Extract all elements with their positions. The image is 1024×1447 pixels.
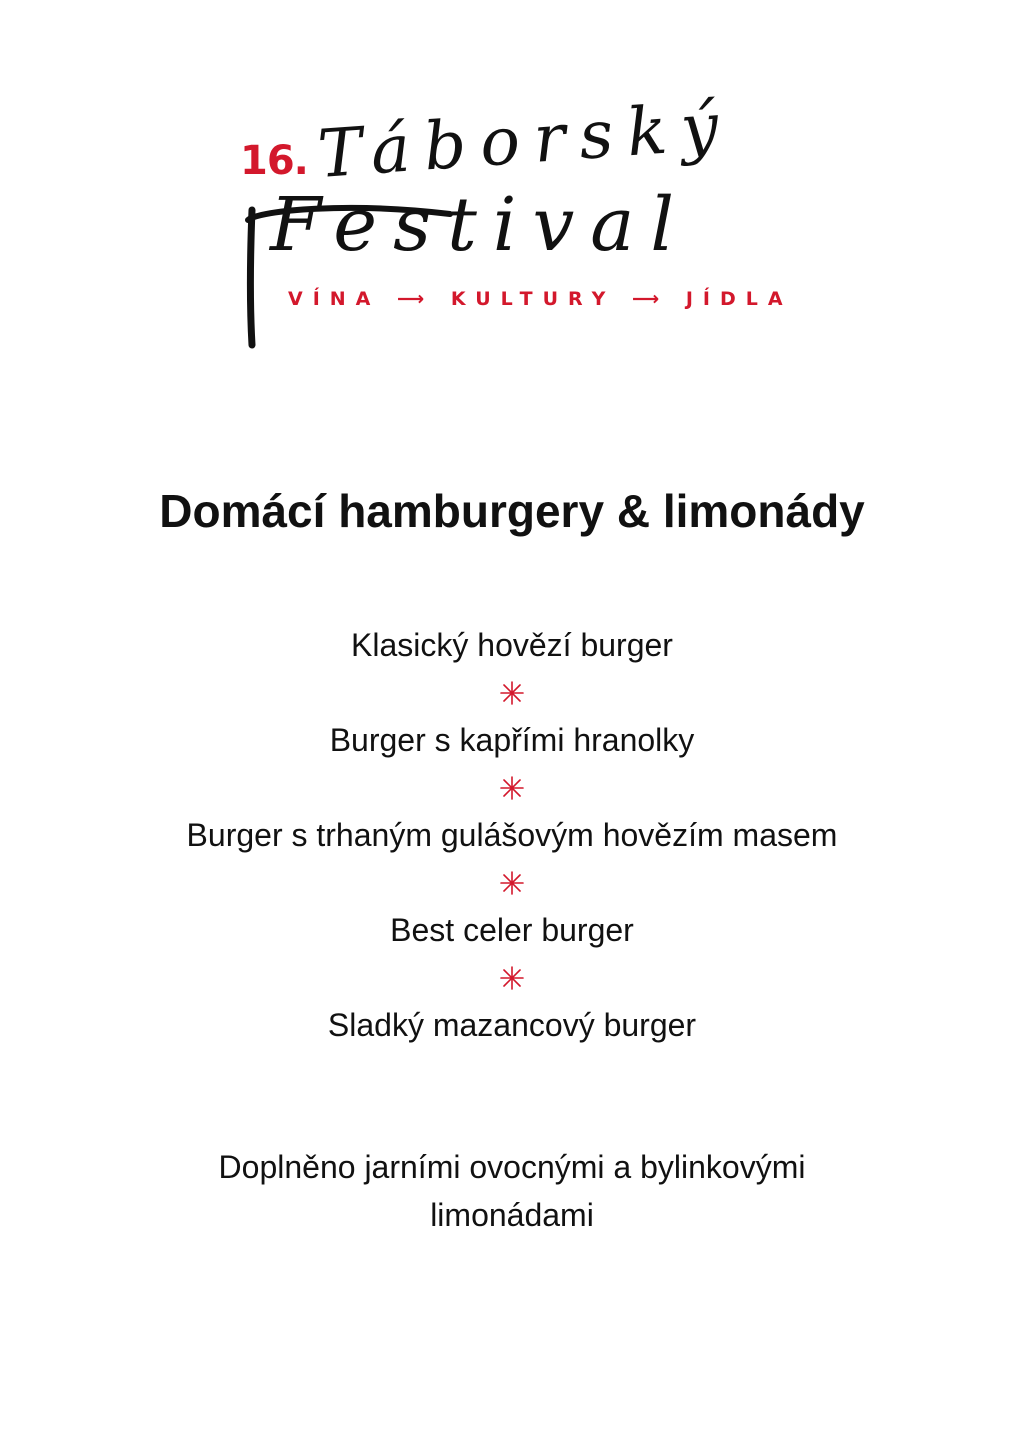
menu-item: Best celer burger — [390, 912, 634, 948]
menu-list — [0, 622, 1024, 1049]
asterisk-icon — [0, 859, 1024, 907]
footer-line: Doplněno jarními ovocnými a bylinkovými — [218, 1149, 806, 1185]
asterisk-icon — [0, 954, 1024, 1002]
footer-line: limonádami — [430, 1197, 594, 1233]
asterisk-icon — [0, 669, 1024, 717]
logo-word-festival: Festival — [270, 182, 691, 268]
logo-number: 16. — [240, 138, 308, 184]
logo-word-taborsky: Táborský — [315, 87, 735, 193]
menu-item: Sladký mazancový burger — [327, 1007, 697, 1043]
logo-tagline: VÍNA ⟶ KULTURY ⟶ JÍDLA — [288, 288, 793, 310]
menu-item: Klasický hovězí burger — [351, 627, 673, 663]
festival-logo — [230, 87, 793, 360]
asterisk-icon — [0, 764, 1024, 812]
menu-item: Burger s trhaným gulášovým hovězím masem — [186, 817, 838, 853]
menu-heading: Domácí hamburgery & limonády — [159, 485, 865, 537]
menu-item: Burger s kapřími hranolky — [329, 722, 695, 758]
footer-note — [0, 1143, 1024, 1239]
